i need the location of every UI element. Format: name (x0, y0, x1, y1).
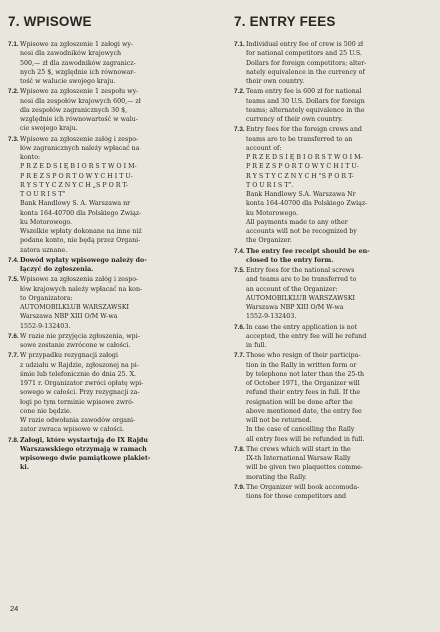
clause-item (8, 256, 205, 275)
clause-item (234, 247, 431, 266)
english-column (234, 14, 431, 502)
text-line: W razie odwołania zawodów organi- (20, 417, 136, 424)
text-line: zatora uznane. (20, 246, 68, 254)
text-line: 1552-9-132403. (246, 313, 297, 321)
text-line: AUTOMOBILKLUB WARSZAWSKI (20, 304, 130, 311)
text-line: resignation will be done after the (246, 398, 353, 406)
text-line: W razie nie przyjęcia zgłoszenia, wpi- (20, 332, 140, 340)
clause-text (20, 332, 205, 351)
clause-text (20, 436, 205, 473)
clause-text (246, 351, 431, 444)
text-line: ku Motorowego. (246, 209, 299, 217)
text-line: Wpisowe za zgłoszenie 1 załogi wy- (20, 41, 134, 48)
clause-item (8, 40, 205, 86)
text-line: sowego w całości. Przy rezygnacji za- (20, 389, 140, 397)
text-line: All payments made to any other (246, 218, 348, 226)
section-heading-english: 7. ENTRY FEES (234, 14, 336, 29)
clause-item (234, 445, 431, 482)
text-line: for national competitors and 25 U.S. (246, 50, 362, 58)
clause-number: 7.7. (234, 352, 245, 360)
text-line: Wpisowe za zgłoszenie 1 zespołu wy- (20, 88, 139, 96)
text-line: konto: (20, 154, 41, 161)
text-line: Entry fees for the national screws (246, 267, 355, 274)
text-line: In case the entry application is not (246, 323, 358, 331)
clause-text (246, 247, 431, 266)
text-line: account of: (246, 144, 282, 152)
clause-text (246, 445, 431, 482)
clause-item (234, 87, 431, 124)
clause-text (20, 275, 205, 331)
text-line: Wpisowe za zgłoszenie załóg i zespo- (20, 135, 139, 143)
text-line: T O U R I S T". (246, 181, 294, 189)
text-line: all entry fees will be refunded in full. (246, 435, 365, 443)
text-line: zator zwraca wpisowe w całości. (20, 426, 125, 434)
clause-item (234, 351, 431, 444)
text-line: łów krajowych należy wpłacać na kon- (20, 285, 143, 293)
text-line: P R Z E D S I Ę B I O R S T W O I M- (20, 163, 137, 171)
clause-item (8, 135, 205, 255)
text-line: accounts will not be recognized by (246, 228, 357, 235)
text-line: to Organizatora: (20, 294, 73, 302)
clause-text (20, 135, 205, 255)
clause-number: 7.4. (234, 247, 245, 255)
text-line: łogi po tym terminie wpisowe zwró- (20, 398, 135, 406)
clause-item (8, 87, 205, 133)
text-line: 500,— zł dla zawodników zagranicz- (20, 59, 136, 67)
text-line: AUTOMOBILKLUB WARSZAWSKI (246, 294, 356, 302)
section-heading-polish: 7. WPISOWE (8, 14, 92, 29)
text-line: P R E Z S P O R T O W Y C H I T U- (246, 163, 359, 171)
polish-items (8, 40, 205, 473)
clause-item (8, 351, 205, 434)
text-line: wpisowego dwie pamiątkowe plakiet- (20, 455, 151, 462)
text-line: teams and 30 U.S. Dollars for foreign (246, 97, 365, 105)
clause-number: 7.5. (234, 267, 245, 274)
text-line: an account of the Organizer: (246, 285, 338, 293)
text-line: their own country. (246, 78, 305, 85)
english-items (234, 40, 431, 501)
text-line: Bank Handlowy S. A. Warszawa nr (20, 200, 131, 208)
text-line: closed to the entry form. (246, 256, 334, 264)
text-line: 1552-9-132403. (20, 322, 71, 330)
text-line: P R E Z S P O R T O W Y C H I T U- (20, 172, 133, 180)
text-line: The entry fee receipt should be en- (246, 247, 370, 255)
page-number: 24 (10, 604, 19, 613)
text-line: The crews which will start in the (246, 445, 351, 453)
text-line: IX-th International Warsaw Rally (246, 455, 351, 462)
text-line: cone nie będzie. (20, 407, 72, 415)
text-line: Warszawskiego otrzymają w ramach (20, 445, 147, 453)
text-line: Team entry fee is 600 zł for national (246, 88, 362, 96)
text-line: In the case of cancelling the Rally (246, 426, 355, 434)
text-line: T O U R I S T" (20, 191, 66, 198)
clause-text (20, 256, 205, 275)
clause-item (8, 332, 205, 351)
clause-number: 7.3. (8, 135, 19, 143)
clause-text (20, 87, 205, 133)
text-line: by telephone not later than the 25-th (246, 370, 365, 378)
text-line: ku Motorowego. (20, 218, 73, 226)
clause-item (8, 436, 205, 473)
clause-number: 7.5. (8, 276, 19, 284)
text-line: refund their entry fees in full. If the (246, 389, 361, 397)
text-line: currency of their own country. (246, 116, 343, 123)
text-line: Bank Handlowy S.A. Warszawa Nr (246, 191, 356, 198)
clause-text (246, 125, 431, 245)
text-line: z udziału w Rajdzie, zgłoszonej na pi- (20, 361, 139, 369)
text-line: will be given two plaquettes comme- (246, 464, 364, 472)
clause-text (20, 351, 205, 434)
text-line: nately equivalence in the currency of (246, 68, 365, 76)
clause-item (234, 40, 431, 86)
text-line: Those who resign of their participa- (246, 352, 361, 360)
clause-number: 7.6. (234, 323, 245, 331)
text-line: teams are to be transferred to an (246, 135, 353, 143)
text-line: tion in the Rally in written form or (246, 361, 357, 369)
text-line: teams; alternately equivalence in the (246, 106, 365, 114)
clause-text (246, 266, 431, 322)
text-line: Individual entry fee of crew is 500 zł (246, 41, 364, 48)
clause-text (246, 483, 431, 502)
text-line: nosi dla zawodników krajowych (20, 50, 122, 58)
text-line: konta 164-40700 dla Polskiego Związ- (20, 209, 142, 217)
text-line: sowe zostanie zwrócone w całości. (20, 342, 131, 349)
clause-number: 7.6. (8, 332, 19, 340)
text-line: Załogi, które wystartują do IX Rajdu (20, 436, 148, 444)
text-line: R Y S T Y C Z N Y C H "S P O R T- (246, 172, 354, 180)
text-line: P R Z E D S I Ę B I O R S T W O I M- (246, 154, 363, 161)
clause-text (246, 87, 431, 124)
text-line: Dollars for foreign competitors; alter- (246, 59, 367, 67)
text-line: względnie ich równowartość w walu- (20, 116, 138, 123)
clause-item (8, 275, 205, 331)
text-line: podane konto, nie będą przez Organi- (20, 237, 141, 245)
text-line: konta 164-40700 dla Polskiego Związ- (246, 200, 368, 208)
clause-number: 7.2. (8, 88, 19, 96)
text-line: ki. (20, 464, 29, 472)
clause-text (246, 40, 431, 86)
text-line: morating the Rally. (246, 473, 307, 481)
text-line: Entry fees for the foreign crews and (246, 126, 362, 134)
text-line: 1971 r. Organizator zwróci opłatę wpi- (20, 380, 144, 387)
text-line: W przypadku rezygnacji załogi (20, 352, 118, 360)
polish-column (8, 14, 205, 474)
text-line: accepted, the entry fee will be refund (246, 332, 367, 340)
text-line: of October 1971, the Organizer will (246, 380, 360, 387)
clause-text (20, 40, 205, 86)
clause-item (234, 483, 431, 502)
clause-number: 7.8. (234, 445, 245, 453)
clause-number: 7.2. (234, 88, 245, 96)
text-line: the Organizer. (246, 237, 292, 245)
text-line: dla zespołów zagranicznych 30 $, (20, 106, 128, 114)
clause-number: 7.7. (8, 352, 19, 360)
text-line: tions for those competitors and (246, 493, 347, 500)
text-line: łączyć do zgłoszenia. (20, 266, 94, 273)
clause-number: 7.9. (234, 483, 245, 491)
text-line: in full. (246, 342, 267, 349)
clause-item (234, 125, 431, 245)
text-line: Dowód wpłaty wpisowego należy do- (20, 256, 147, 264)
text-line: and teams are to be transferred to (246, 276, 357, 284)
text-line: nych 25 $, względnie ich równowar- (20, 68, 136, 76)
clause-item (234, 323, 431, 351)
text-line: above mentioned date, the entry fee (246, 407, 362, 415)
text-line: R Y S T Y C Z N Y C H „S P O R T- (20, 181, 128, 189)
clause-text (246, 323, 431, 351)
text-line: cie swojego kraju. (20, 125, 78, 133)
text-line: Warszawa NBP XIII O/M W-wa (246, 304, 344, 311)
clause-number: 7.1. (8, 41, 19, 48)
clause-number: 7.1. (234, 41, 245, 48)
text-line: Warszawa NBP XIII O/M W-wa (20, 313, 118, 321)
clause-number: 7.4. (8, 256, 19, 264)
text-line: Wpisowe za zgłoszenia załóg i zespo- (20, 276, 139, 284)
clause-item (234, 266, 431, 322)
text-line: The Organizer will book accomoda- (246, 483, 360, 491)
clause-number: 7.3. (234, 126, 245, 134)
text-line: śmie lub telefonicznie do dnia 25. X. (20, 370, 137, 378)
text-line: nosi dla zespołów krajowych 600,— zł (20, 97, 141, 105)
clause-number: 7.8. (8, 436, 19, 444)
text-line: łów zagranicznych należy wpłacać na (20, 144, 140, 152)
text-line: tość w walucie swojego kraju. (20, 78, 116, 85)
text-line: will not be returned. (246, 417, 312, 424)
text-line: Wszelkie wpłaty dokonane na inne niż (20, 228, 142, 235)
